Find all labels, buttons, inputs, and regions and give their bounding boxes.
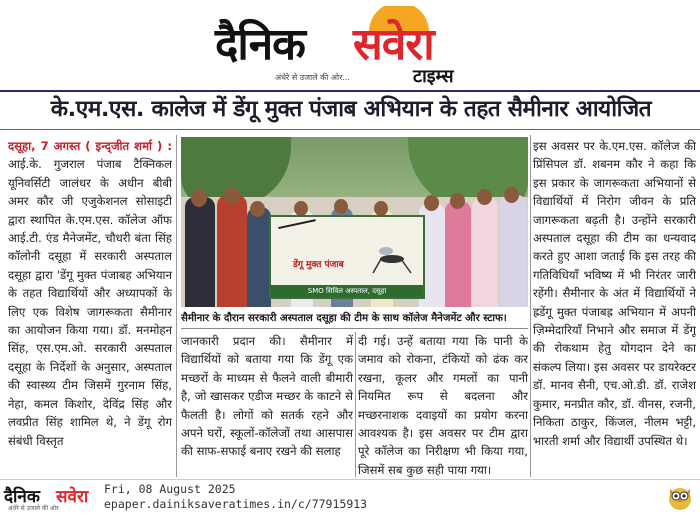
epaper-footer <box>0 479 700 515</box>
photo-person <box>247 207 271 307</box>
column-divider <box>530 135 531 477</box>
logo-tagline: अंधेरे से उजाले की ओर... <box>275 73 351 82</box>
photo-person-head <box>504 187 519 203</box>
newspaper-logo[interactable] <box>215 6 490 86</box>
photo-person-head <box>250 201 265 217</box>
headline-divider <box>0 129 700 130</box>
article-photo[interactable] <box>181 137 528 307</box>
article-text-col4: इस अवसर पर के.एम.एस. कॉलेज की प्रिंसिपल डॉ. शबनम कौर ने कहा कि इस प्रकार के जागरूकता अभियानों से विद्यार्थियों में निरोग जीवन के प्रति जागरूकता बढ़ती है। उन्होंने सरकारी अस्पताल दसूहा की टीम का धन्यवाद करते हुए आशा जताई कि इस तरह की गतिविधियाँ भविष्य में भी निरंतर जारी रहेंगी। सैमीनार के अंत में विद्यार्थियों ने ह्रडेंगू मुक्त पंजाबह्र अभियान में अपनी ज़िम्मेदारियाँ निभाने और समाज में डेंगू की रोकथाम हेतु योगदान देने का संकल्प लिया। इस अवसर पर डायरेक्टर डॉ. मानव सैनी, एच.ओ.डी. डॉ. राजेश कुमार, मनप्रीत कौर, डॉ. वीनस, रजनी, निकिता ठाकुर, किंजल, नीलम भट्टी, भारती शर्मा और विद्यार्थी उपस्थित थे। <box>533 139 696 448</box>
photo-person <box>217 195 247 307</box>
photo-person-head <box>191 189 207 207</box>
column-divider <box>355 332 356 477</box>
article-headline: के.एम.एस. कालेज में डेंगू मुक्त पंजाब अभियान के तहत सैमीनार आयोजित <box>50 96 652 122</box>
owl-icon <box>667 483 693 511</box>
photo-person-head <box>294 201 308 216</box>
dengue-banner <box>269 215 425 299</box>
edition-date: Fri, 08 August 2025 <box>104 482 236 496</box>
article-text-col3: दी गई। उन्हें बताया गया कि पानी के जमाव को रोकना, टंकियों को ढंक कर रखना, कूलर और गमलों का पानी नियमित रूप से बदलना और मच्छरनाशक दवाइयों का प्रयोग करना आवश्यक है। इस अवसर पर टीम द्वारा पूरे कॉलेज का निरीक्षण भी किया गया, जिसमें सब कुछ सही पाया गया। <box>358 334 528 477</box>
article-text-col2: जानकारी प्रदान की। सैमीनार में विद्यार्थियों को बताया गया कि डेंगू एक मच्छरों के माध्यम से फैलने वाली बीमारी है, जो खासकर एडीज मच्छर के काटने से फैलती है। लोगों को सतर्क रहने और अपने घरों, स्कूलों-कॉलेजों तथा आसपास की साफ-सफाई बनाए रखने की सलाह <box>181 334 353 459</box>
mosquito-icon <box>371 241 413 277</box>
article-text-col1: आई.के. गुजराल पंजाब टैक्निकल यूनिवर्सिटी जालंधर के अधीन बीबी अमर कौर जी एजुकेशनल सोसाइटी द्वारा स्थापित के.एम.एस. कॉलेज ऑफ आई.टी. एंड मैनेजमेंट, चौधरी बंता सिंह कॉलोनी दसूहा में सरकारी अस्पताल दसूहा द्वारा 'डेंगू मुक्त पंजाबह अभियान के तहत विद्यार्थियों और अध्यापकों के लिए एक विशेष जागरूकता सैमीनार का आयोजन किया गया। डॉ. मनमोहन सिंह, एस.एम.ओ. सरकारी अस्पताल दसूहा के निर्देशों के अनुसार, अस्पताल की स्वास्थ्य टीम जिसमें गुरनाम सिंह, नेहा, कमल किशोर, देविंद्र सिंह और लवप्रीत सिंह शामिल थे, ने डेंगू रोग संबंधी विस्तृत <box>8 157 172 448</box>
article-column-1 <box>8 137 172 477</box>
photo-person-head <box>424 195 439 211</box>
logo-word-dainik: दैनिक <box>215 19 305 70</box>
epaper-url-link[interactable]: epaper.dainiksaveratimes.in/c/77915913 <box>104 497 368 511</box>
article-column-3 <box>358 332 528 477</box>
article-dateline: दसूहा, 7 अगस्त ( इन्द्जीत शर्मा ) : <box>8 139 172 153</box>
banner-footer: SMO सिविल अस्पताल, दसूहा <box>271 285 423 297</box>
footer-logo-tagline: अंधेरे से उजाले की ओर <box>8 505 59 512</box>
article-column-4 <box>533 137 696 477</box>
article-column-2 <box>181 332 353 477</box>
mosquito-icon <box>278 219 318 239</box>
footer-logo-savera[interactable]: सवेरा <box>56 487 89 507</box>
photo-person-head <box>334 199 348 214</box>
banner-title: डेंगू मुक्त पंजाब <box>293 260 344 270</box>
photo-person-head <box>477 189 492 205</box>
photo-person-head <box>374 201 388 216</box>
masthead <box>0 0 700 92</box>
footer-logo-dainik[interactable]: दैनिक <box>4 487 40 507</box>
photo-person <box>185 197 215 307</box>
photo-caption: सैमीनार के दौरान सरकारी अस्पताल दसूहा की टीम के साथ कॉलेज मैनेजमेंट और स्टाफ। <box>181 310 528 329</box>
photo-person <box>472 197 498 307</box>
photo-person <box>499 195 527 307</box>
logo-word-savera: सवेरा <box>353 19 434 70</box>
photo-person-head <box>224 187 240 205</box>
column-divider <box>176 135 177 477</box>
photo-person <box>445 201 471 307</box>
photo-person-head <box>450 193 465 209</box>
logo-word-times: टाइम्स <box>413 66 454 87</box>
